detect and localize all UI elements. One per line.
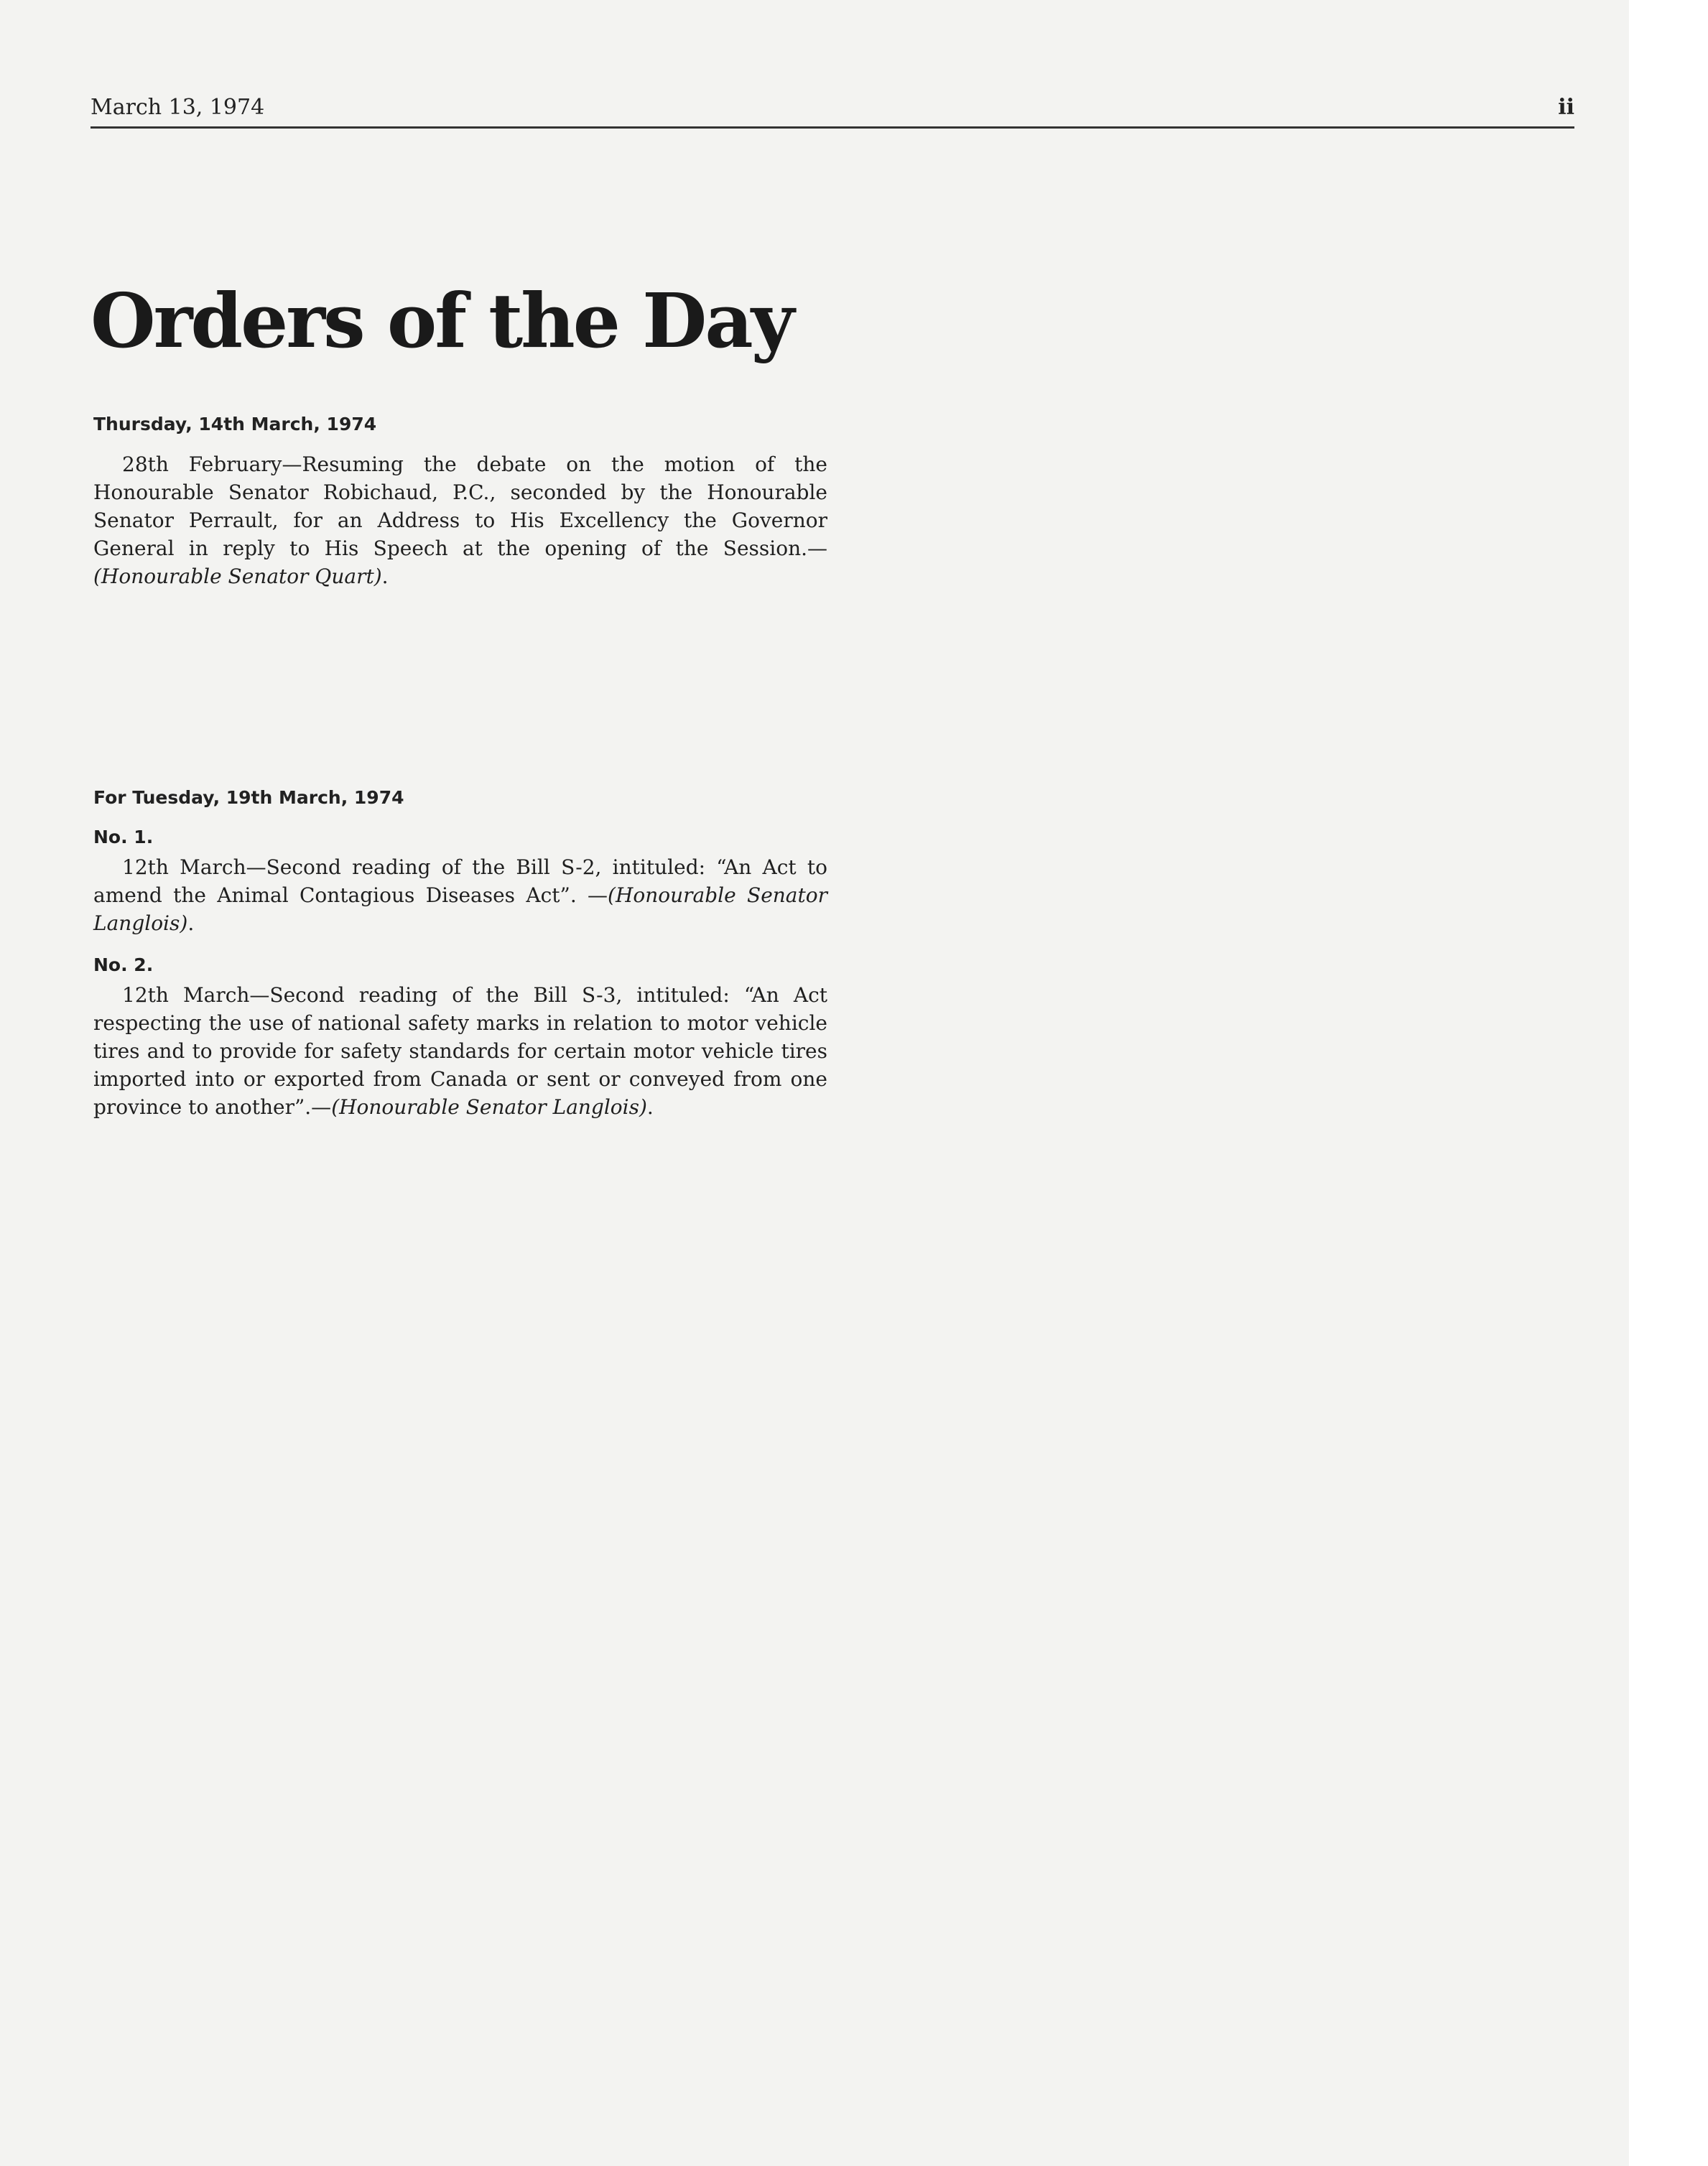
running-header: [90, 95, 1574, 124]
item-number: No. 2.: [93, 954, 154, 975]
order-item: [93, 450, 827, 590]
page-title: Orders of the Day: [90, 276, 793, 365]
sitting-heading: For Tuesday, 19th March, 1974: [93, 787, 404, 808]
order-text: 28th February—Resuming the debate on the motion of the Honourable Senator Robichaud, P.C., seconded by the Honourable Senator Perrault, for an Address to His Excellency the Governor General in reply to His Speech at the opening of the Session.—: [93, 452, 827, 560]
header-date: March 13, 1974: [90, 95, 265, 120]
order-attribution: (Honourable Senator Langlois): [331, 1095, 647, 1119]
order-end: .: [187, 911, 195, 935]
order-text: 12th March—Second reading of the Bill S-2, intituled: “An Act to amend the Animal Contagious Diseases Act”. —: [93, 855, 827, 907]
item-number: No. 1.: [93, 827, 154, 847]
page-number: ii: [1558, 95, 1574, 120]
sitting-tuesday: [93, 787, 827, 1121]
order-end: .: [381, 564, 389, 588]
scan-margin: [1629, 0, 1708, 2166]
order-end: .: [646, 1095, 654, 1119]
order-item: [93, 981, 827, 1121]
order-item: [93, 853, 827, 937]
order-attribution: (Honourable Senator Langlois): [93, 883, 827, 935]
sitting-heading: Thursday, 14th March, 1974: [93, 414, 377, 434]
sitting-thursday: [93, 414, 827, 590]
order-text: 12th March—Second reading of the Bill S-3, intituled: “An Act respecting the use of national safety marks in relation to motor vehicle tires and to provide for safety standards for certain motor vehicle tires imported into or exported from Canada or sent or conveyed from one province to another”.—: [93, 983, 827, 1119]
header-rule: [90, 126, 1574, 129]
order-attribution: (Honourable Senator Quart): [93, 564, 382, 588]
